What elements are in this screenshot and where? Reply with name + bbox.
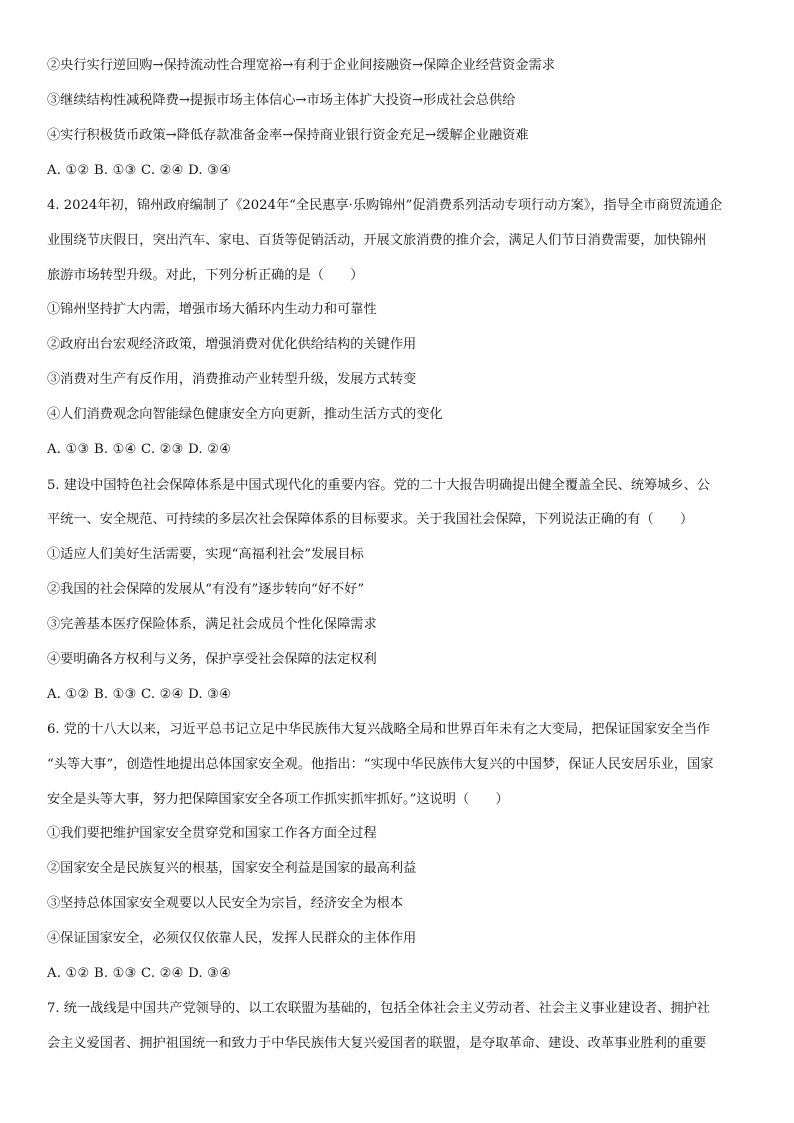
q4-stem-line-1: 4. 2024年初，锦州政府编制了《2024年“全民惠享·乐购锦州”促消费系列活动专项行动方案》，指导全市商贸流通企 (47, 198, 723, 213)
q4-stem-line-2: 业围绕节庆假日，突出汽车、家电、百货等促销活动，开展文旅消费的推介会，满足人们节日消费需要，加快锦州 (47, 233, 707, 248)
q5-answer-choices: A. ①② B. ①③ C. ②④ D. ③④ (47, 687, 232, 702)
q5-option-4: ④要明确各方权利与义务，保护享受社会保障的法定权利 (47, 652, 377, 667)
q6-answer-choices: A. ①② B. ①③ C. ②④ D. ③④ (47, 966, 232, 981)
q3-answer-choices: A. ①② B. ①③ C. ②④ D. ③④ (47, 163, 232, 178)
q6-stem-line-2: “头等大事”，创造性地提出总体国家安全观。他指出：“实现中华民族伟大复兴的中国梦，保证人民安居乐业，国家 (47, 757, 714, 772)
q6-option-3: ③坚持总体国家安全观要以人民安全为宗旨，经济安全为根本 (47, 896, 404, 911)
q5-stem-line-2: 平统一、安全规范、可持续的多层次社会保障体系的目标要求。关于我国社会保障，下列说法正确的有（ ） (47, 512, 694, 527)
q4-option-1: ①锦州坚持扩大内需，增强市场大循环内生动力和可靠性 (47, 302, 377, 317)
q3-option-3: ③继续结构性减税降费→提振市场主体信心→市场主体扩大投资→形成社会总供给 (47, 93, 516, 108)
q5-stem-line-1: 5. 建设中国特色社会保障体系是中国式现代化的重要内容。党的二十大报告明确提出健全覆盖全民、统筹城乡、公 (47, 478, 710, 493)
q7-stem-line-2: 会主义爱国者、拥护祖国统一和致力于中华民族伟大复兴爱国者的联盟，是夺取革命、建设、改革事业胜利的重要 (47, 1036, 707, 1051)
q6-option-1: ①我们要把维护国家安全贯穿党和国家工作各方面全过程 (47, 826, 377, 841)
q4-stem-line-3: 旅游市场转型升级。对此，下列分析正确的是（ ） (47, 268, 364, 283)
q6-option-4: ④保证国家安全，必须仅仅依靠人民，发挥人民群众的主体作用 (47, 931, 417, 946)
q4-answer-choices: A. ①③ B. ①④ C. ②③ D. ②④ (47, 442, 232, 457)
q5-option-2: ②我国的社会保障的发展从“有没有”逐步转向“好不好” (47, 582, 365, 597)
q5-option-1: ①适应人们美好生活需要，实现“高福利社会”发展目标 (47, 547, 364, 562)
q3-option-2: ②央行实行逆回购→保持流动性合理宽裕→有利于企业间接融资→保障企业经营资金需求 (47, 58, 555, 73)
q4-option-3: ③消费对生产有反作用，消费推动产业转型升级，发展方式转变 (47, 372, 417, 387)
q6-stem-line-1: 6. 党的十八大以来，习近平总书记立足中华民族伟大复兴战略全局和世界百年未有之大变局，把保证国家安全当作 (47, 722, 710, 737)
q6-stem-line-3: 安全是头等大事，努力把保障国家安全各项工作抓实抓牢抓好。”这说明（ ） (47, 792, 509, 807)
q7-stem-line-1: 7. 统一战线是中国共产党领导的、以工农联盟为基础的，包括全体社会主义劳动者、社会主义事业建设者、拥护社 (47, 1001, 710, 1016)
q3-option-4: ④实行积极货币政策→降低存款准备金率→保持商业银行资金充足→缓解企业融资难 (47, 128, 529, 143)
q6-option-2: ②国家安全是民族复兴的根基，国家安全利益是国家的最高利益 (47, 861, 417, 876)
q4-option-2: ②政府出台宏观经济政策，增强消费对优化供给结构的关键作用 (47, 337, 417, 352)
q5-option-3: ③完善基本医疗保险体系，满足社会成员个性化保障需求 (47, 617, 377, 632)
q4-option-4: ④人们消费观念向智能绿色健康安全方向更新，推动生活方式的变化 (47, 407, 443, 422)
